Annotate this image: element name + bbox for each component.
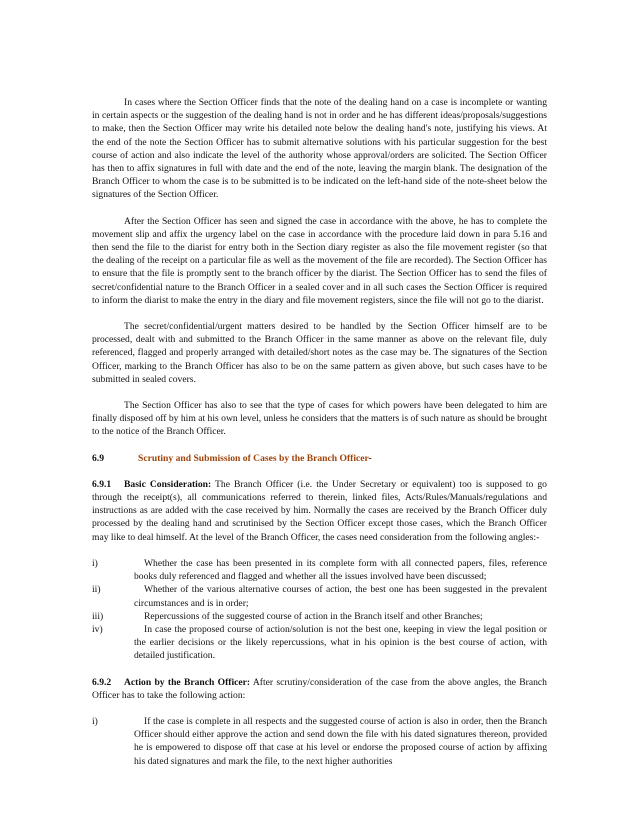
- list-item-text: Whether the case has been presented in its complete form with all connected papers, files, reference books duly referenced and flagged and whether all the issues involved have been discussed;: [134, 557, 547, 583]
- document-page: [92, 96, 547, 781]
- paragraph-movement-slip: After the Section Officer has seen and signed the case in accordance with the above, he has to complete the movement slip and affix the urgency label on the case in accordance with the procedure laid down in para 5.16 and then send the file to the diarist for entry both in the Section diary register as also the file movement register (so that the dealing of the receipt on a particular file as well as the movement of the file are recorded). The Section Officer has to ensure that the file is promptly sent to the branch officer by the diarist. The Section Officer has to send the files of secret/confidential nature to the Branch Officer in a sealed cover and in all such cases the Section Officer is required to inform the diarist to make the entry in the diary and file movement registers, since the file will not go to the diarist.: [92, 215, 547, 306]
- section-title-suffix: -: [368, 452, 372, 464]
- list-marker: iii): [92, 610, 104, 622]
- consideration-list: [92, 557, 547, 663]
- subsection-number: 6.9.2: [92, 676, 112, 688]
- paragraph-incomplete-note: In cases where the Section Officer finds that the note of the dealing hand on a case is incomplete or wanting in certain aspects or the suggestion of the dealing hand is not in order and he has different ideas/proposals/suggestions to make, then the Section Officer may write his detailed note below the dealing hand's note, justifying his views. At the end of the note the Section Officer has to submit alternative solutions with his particular suggestion for the best course of action and also indicate the level of the authority whose approval/orders are solicited. The Section Officer has then to affix signatures in full with date and the end of the note, leaving the margin blank. The designation of the Branch Officer to whom the case is to be submitted is to be indicated on the left-hand side of the note-sheet below the signatures of the Section Officer.: [92, 97, 547, 201]
- list-item: [92, 610, 547, 623]
- list-marker: iv): [92, 623, 103, 635]
- subsection-text: After scrutiny/consideration of the case from the above angles, the Branch Officer has to take the following action:: [92, 676, 547, 701]
- subsection-text: The Branch Officer (i.e. the Under Secretary or equivalent) too is supposed to go through the receipt(s), all communications referred to therein, linked files, Acts/Rules/Manuals/regulations and instructions as are added with the case received by him. Normally the cases are received by the Branch Officer duly processed by the dealing hand and scrutinised by the Section Officer except those cases, which the Branch Officer may like to deal himself. At the level of the Branch Officer, the cases need consideration from the following angles:-: [92, 478, 547, 543]
- list-item-text: In case the proposed course of action/solution is not the best one, keeping in view the legal position or the earlier decisions or the likely repercussions, what in his opinion is the best course of action, with detailed justification.: [134, 623, 547, 662]
- list-marker: i): [92, 715, 98, 727]
- list-item: [92, 583, 547, 609]
- section-heading: [92, 452, 547, 465]
- list-item: [92, 557, 547, 583]
- list-item-text: If the case is complete in all respects and the suggested course of action is also in order, then the Branch Officer should either approve the action and send down the file with his dated signatures thereon, provided he is empowered to dispose off that case at his level or endorse the proposed course of action by affixing his dated signatures and mark the file, to the next higher authorities: [134, 715, 547, 767]
- section-title: Scrutiny and Submission of Cases by the Branch Officer: [138, 452, 369, 464]
- list-marker: i): [92, 557, 98, 569]
- subsection-label: Basic Consideration:: [124, 478, 212, 490]
- list-marker: ii): [92, 584, 101, 596]
- subsection-label: Action by the Branch Officer:: [124, 676, 251, 688]
- subsection-action-by-branch-officer: [92, 676, 547, 702]
- list-item-text: Whether of the various alternative courses of action, the best one has been suggested in the prevalent circumstances and is in order;: [134, 584, 547, 609]
- paragraph-delegated-powers: The Section Officer has also to see that the type of cases for which powers have been delegated to him are finally disposed off by him at his own level, unless he considers that the matters is of such nature as should be brought to the notice of the Branch Officer.: [92, 400, 547, 438]
- list-item: [92, 623, 547, 663]
- list-item-text: Repercussions of the suggested course of action in the Branch itself and other Branches;: [144, 610, 483, 622]
- subsection-number: 6.9.1: [92, 478, 112, 490]
- action-list: [92, 715, 547, 768]
- section-number: 6.9: [92, 452, 104, 464]
- subsection-basic-consideration: [92, 478, 547, 544]
- paragraph-secret-matters: The secret/confidential/urgent matters desired to be handled by the Section Officer himself are to be processed, dealt with and submitted to the Branch Officer in the same manner as above on the relevant file, duly referenced, flagged and properly arranged with detailed/short notes as the case may be. The signatures of the Section Officer, marking to the Branch Officer has also to be on the same pattern as given above, but such cases have to be submitted in sealed covers.: [92, 321, 547, 385]
- list-item: [92, 715, 547, 768]
